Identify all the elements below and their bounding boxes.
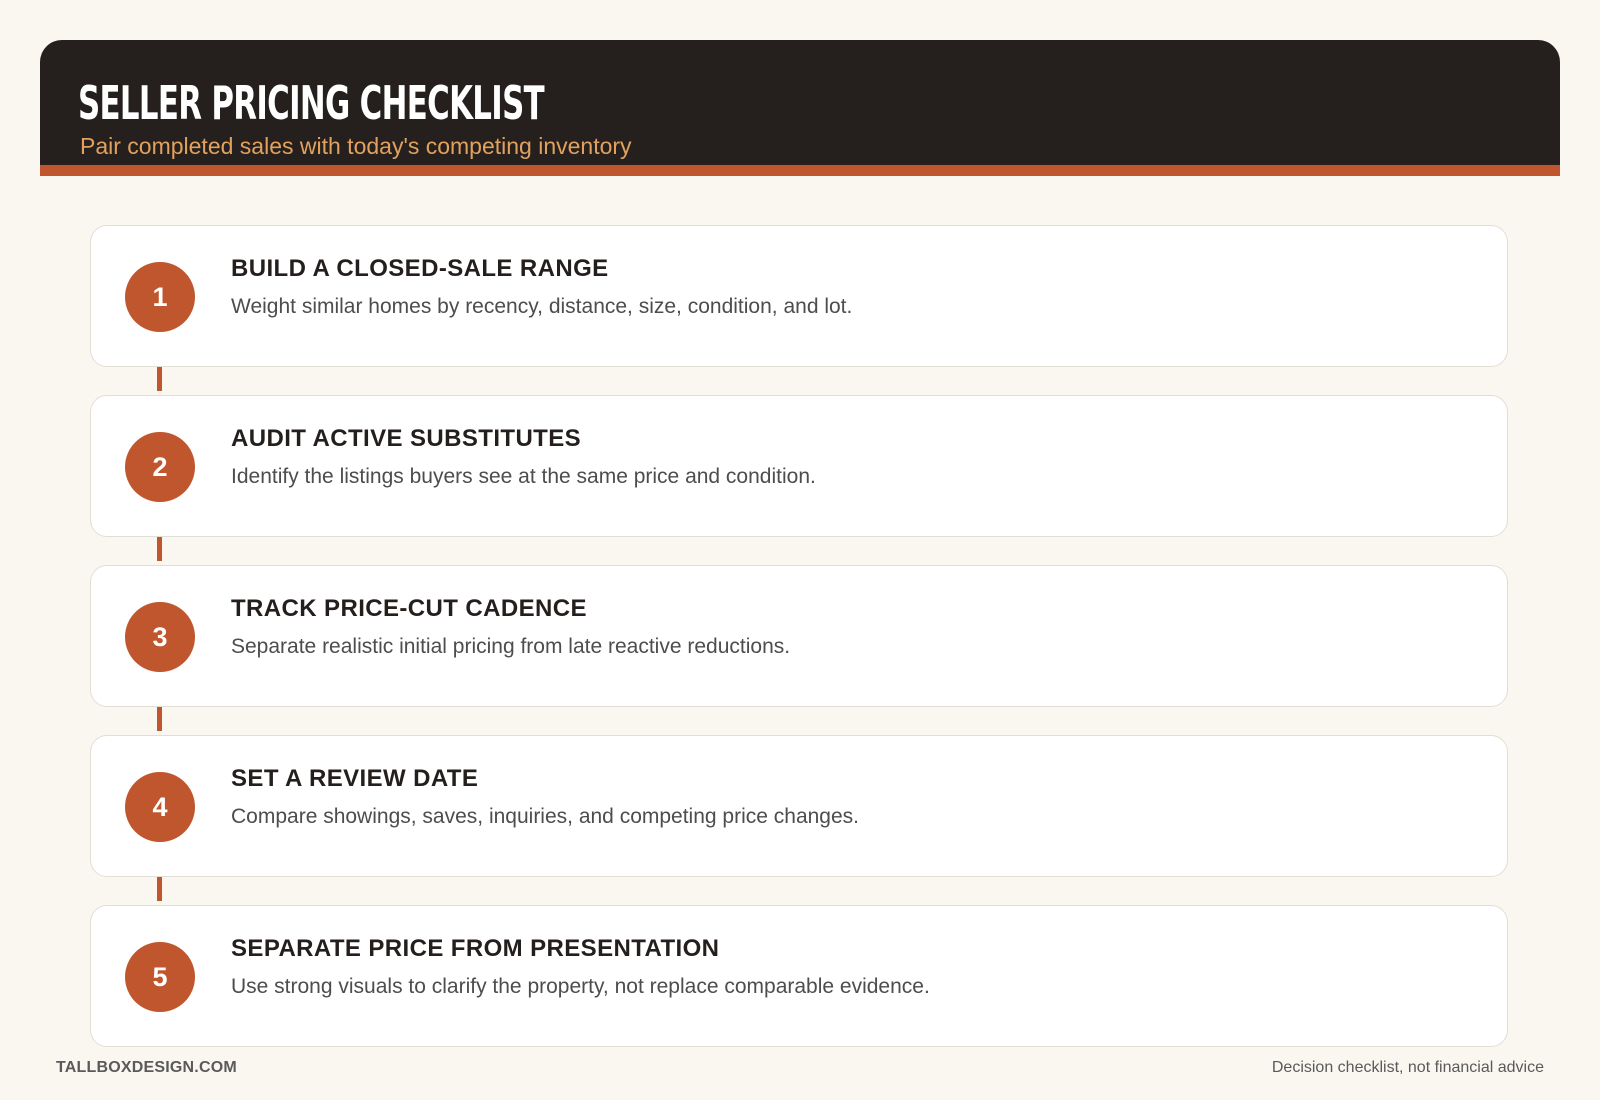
checklist <box>90 225 1510 1055</box>
footer-disclaimer: Decision checklist, not financial advice <box>1271 1059 1544 1076</box>
checklist-step-2 <box>90 395 1508 537</box>
step-title: BUILD A CLOSED-SALE RANGE <box>231 255 609 282</box>
step-description: Weight similar homes by recency, distance, size, condition, and lot. <box>231 295 853 318</box>
header <box>40 40 1560 176</box>
checklist-step-4 <box>90 735 1508 877</box>
header-accent-bar <box>40 165 1560 176</box>
checklist-step-5 <box>90 905 1508 1047</box>
step-description: Use strong visuals to clarify the property, not replace comparable evidence. <box>231 975 930 998</box>
checklist-step-3 <box>90 565 1508 707</box>
step-number-badge: 5 <box>125 942 195 1012</box>
step-title: SEPARATE PRICE FROM PRESENTATION <box>231 935 720 962</box>
page-title: SELLER PRICING CHECKLIST <box>78 76 544 130</box>
page-subtitle: Pair completed sales with today's competing inventory <box>80 133 632 159</box>
step-number-badge: 3 <box>125 602 195 672</box>
step-title: AUDIT ACTIVE SUBSTITUTES <box>231 425 582 452</box>
step-description: Identify the listings buyers see at the same price and condition. <box>231 465 816 488</box>
step-number-badge: 2 <box>125 432 195 502</box>
step-number-badge: 4 <box>125 772 195 842</box>
checklist-step-1 <box>90 225 1508 367</box>
step-description: Separate realistic initial pricing from late reactive reductions. <box>231 635 791 658</box>
step-connector <box>157 876 162 901</box>
step-connector <box>157 706 162 731</box>
step-description: Compare showings, saves, inquiries, and competing price changes. <box>231 805 860 828</box>
step-connector <box>157 536 162 561</box>
footer-brand: TALLBOXDESIGN.COM <box>56 1059 237 1076</box>
step-title: TRACK PRICE-CUT CADENCE <box>231 595 587 622</box>
step-number-badge: 1 <box>125 262 195 332</box>
step-connector <box>157 366 162 391</box>
step-title: SET A REVIEW DATE <box>231 765 479 792</box>
